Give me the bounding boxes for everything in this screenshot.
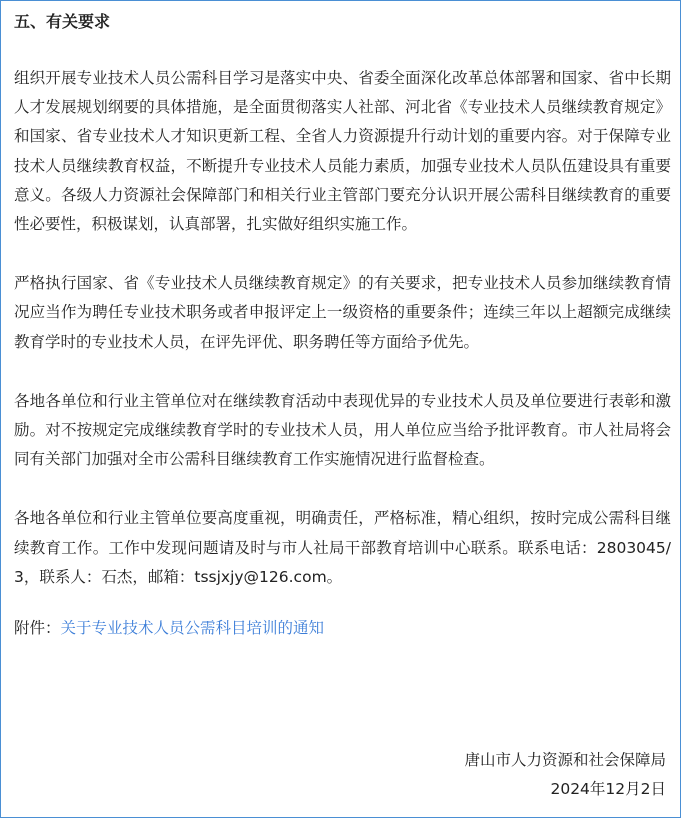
paragraph-commendation: 各地各单位和行业主管单位对在继续教育活动中表现优异的专业技术人员及单位要进行表彰和激励。对不按规定完成继续教育学时的专业技术人员，用人单位应当给予批评教育。市人社局将会同有关部门加强对全市公需科目继续教育工作实施情况进行监督检查。 [14,391,671,469]
section-heading: 五、有关要求 [14,12,111,31]
attachment-line [14,614,671,643]
paragraph-regulations: 严格执行国家、省《专业技术人员继续教育规定》的有关要求，把专业技术人员参加继续教育情况应当作为聘任专业技术职务或者申报评定上一级资格的重要条件；连续三年以上超额完成继续教育学时的专业技术人员，在评先评优、职务聘任等方面给予优先。 [14,274,671,351]
attachment-label: 附件： [14,619,61,638]
signature-date: 2024年12月2日 [550,780,666,798]
document-content [14,1,671,643]
paragraph-contact: 各地各单位和行业主管单位要高度重视，明确责任，严格标准，精心组织，按时完成公需科目继续教育工作。工作中发现问题请及时与市人社局干部教育培训中心联系。联系电话：2803045/3，联系人：石杰，邮箱：tssjxjy@126.com。 [14,509,671,586]
signature-organization: 唐山市人力资源和社会保障局 [464,751,666,769]
attachment-link[interactable]: 关于专业技术人员公需科目培训的通知 [60,619,325,638]
paragraph-significance: 组织开展专业技术人员公需科目学习是落实中央、省委全面深化改革总体部署和国家、省中长期人才发展规划纲要的具体措施，是全面贯彻落实人社部、河北省《专业技术人员继续教育规定》和国家、省专业技术人才知识更新工程、全省人力资源提升行动计划的重要内容。对于保障专业技术人员继续教育权益，不断提升专业技术人员能力素质，加强专业技术人员队伍建设具有重要意义。各级人力资源社会保障部门和相关行业主管部门要充分认识开展公需科目继续教育的重要性必要性，积极谋划，认真部署，扎实做好组织实施工作。 [14,69,671,234]
signature-block [464,746,666,804]
